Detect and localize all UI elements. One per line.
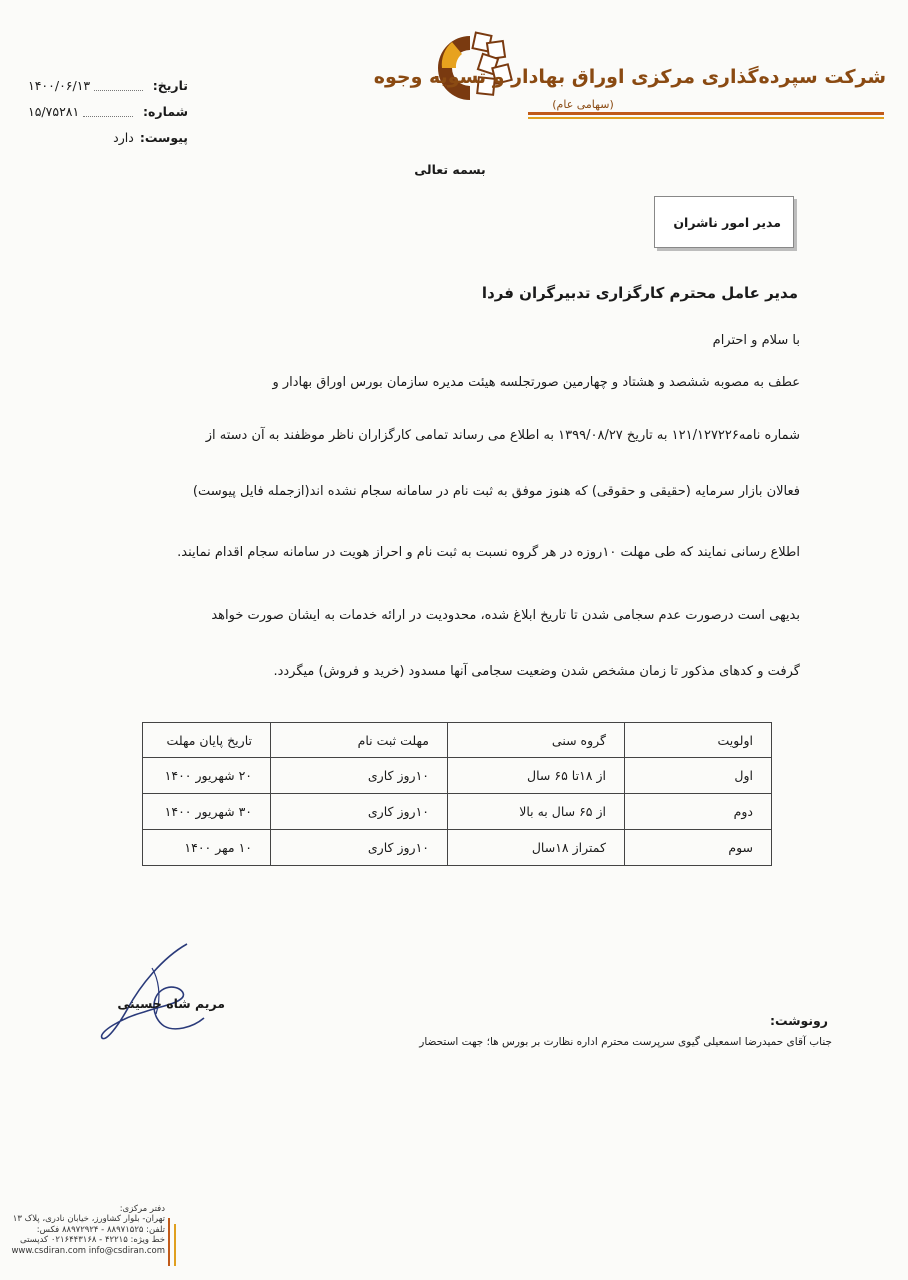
table-cell: ۳۰ شهریور ۱۴۰۰: [143, 794, 271, 830]
column-header-registration-deadline: مهلت ثبت نام: [271, 723, 448, 758]
attachment-value: دارد: [113, 129, 134, 145]
bismillah-heading: بسمه تعالی: [414, 162, 486, 177]
recipient-box: [654, 196, 794, 248]
table-cell: ۲۰ شهریور ۱۴۰۰: [143, 758, 271, 794]
table-cell: دوم: [625, 794, 772, 830]
body-line: عطف به مصوبه ششصد و هشتاد و چهارمین صورتجلسه هیئت مدیره سازمان بورس اوراق بهادار و: [272, 375, 800, 390]
letter-meta: [28, 72, 188, 150]
number-value: ۱۵/۷۵۲۸۱: [28, 103, 80, 119]
table-cell: سوم: [625, 830, 772, 866]
date-value: ۱۴۰۰/۰۶/۱۳: [28, 77, 91, 93]
cc-text: جناب آقای حمیدرضا اسمعیلی گیوی سرپرست محترم اداره نظارت بر بورس ها؛ جهت استحضار: [419, 1036, 832, 1048]
table-cell: از ۶۵ سال به بالا: [448, 794, 625, 830]
date-row: [28, 72, 188, 98]
company-type: (سهامی عام): [552, 98, 614, 111]
header-divider-accent: [528, 117, 884, 119]
footer-accent-icon: [165, 1216, 187, 1268]
number-label: شماره:: [143, 103, 188, 119]
table-row: [143, 830, 772, 866]
table-row: [143, 758, 772, 794]
column-header-age-group: گروه سنی: [448, 723, 625, 758]
footer-line: خط ویژه: ۴۲۲۱۵ - ۰۲۱۶۴۴۳۱۶۸ کدپستی: [20, 1235, 165, 1246]
signer-name: مریم شاه حسینی: [117, 996, 225, 1011]
header-divider: [528, 112, 884, 115]
dotted-leader: [83, 106, 133, 117]
table-cell: ۱۰روز کاری: [271, 794, 448, 830]
body-line: بدیهی است درصورت عدم سجامی شدن تا تاریخ ابلاغ شده، محدودیت در ارائه خدمات به ایشان صورت خواهد: [211, 608, 800, 623]
attachment-label: پیوست:: [139, 129, 188, 145]
footer-contact: [0, 1204, 165, 1256]
footer-line: www.csdiran.com info@csdiran.com: [11, 1245, 165, 1256]
column-header-end-date: تاریخ پایان مهلت: [143, 723, 271, 758]
body-line: گرفت و کدهای مذکور تا زمان مشخص شدن وضعیت سجامی آنها مسدود (خرید و فروش) میگردد.: [273, 664, 800, 679]
table-cell: کمتراز ۱۸سال: [448, 830, 625, 866]
deadline-table: [142, 722, 772, 866]
table-cell: ۱۰ مهر ۱۴۰۰: [143, 830, 271, 866]
date-label: تاریخ:: [152, 77, 188, 93]
footer-line: دفتر مرکزی:: [119, 1204, 165, 1214]
greeting: با سلام و احترام: [712, 333, 800, 348]
recipient-label: مدیر امور ناشران: [673, 214, 781, 230]
body-line: فعالان بازار سرمایه (حقیقی و حقوقی) که هنوز موفق به ثبت نام در سامانه سجام نشده اند(ازجمله فایل پیوست): [192, 484, 800, 499]
signature-icon: [92, 938, 212, 1048]
footer-line: تلفن: ۸۸۹۷۱۵۲۵ - ۸۸۹۷۲۹۲۴ فکس:: [36, 1224, 165, 1235]
body-line: اطلاع رسانی نمایند که طی مهلت ۱۰روزه در هر گروه نسبت به ثبت نام و احراز هویت در سامانه سجام اقدام نمایند.: [177, 545, 800, 560]
footer-line: تهران- بلوار کشاورز، خیابان نادری، پلاک ۱۳: [12, 1214, 165, 1225]
company-name: شرکت سپرده‌گذاری مرکزی اوراق بهادار و تسویه وجوه: [373, 66, 886, 88]
number-row: [28, 98, 188, 124]
cc-label: رونوشت:: [769, 1013, 828, 1028]
table-header-row: [143, 723, 772, 758]
dotted-leader: [94, 80, 143, 91]
table-cell: ۱۰روز کاری: [271, 758, 448, 794]
body-line: شماره نامه۱۲۱/۱۲۷۲۲۶ به تاریخ ۱۳۹۹/۰۸/۲۷ به اطلاع می رساند تمامی کارگزاران ناظر موظفند به آن دسته از: [205, 428, 800, 443]
attachment-row: [28, 124, 188, 150]
table-cell: ۱۰روز کاری: [271, 830, 448, 866]
table-cell: اول: [625, 758, 772, 794]
addressee: مدیر عامل محترم کارگزاری تدبیرگران فردا: [481, 284, 798, 302]
table-row: [143, 794, 772, 830]
column-header-priority: اولویت: [625, 723, 772, 758]
table-cell: از ۱۸تا ۶۵ سال: [448, 758, 625, 794]
